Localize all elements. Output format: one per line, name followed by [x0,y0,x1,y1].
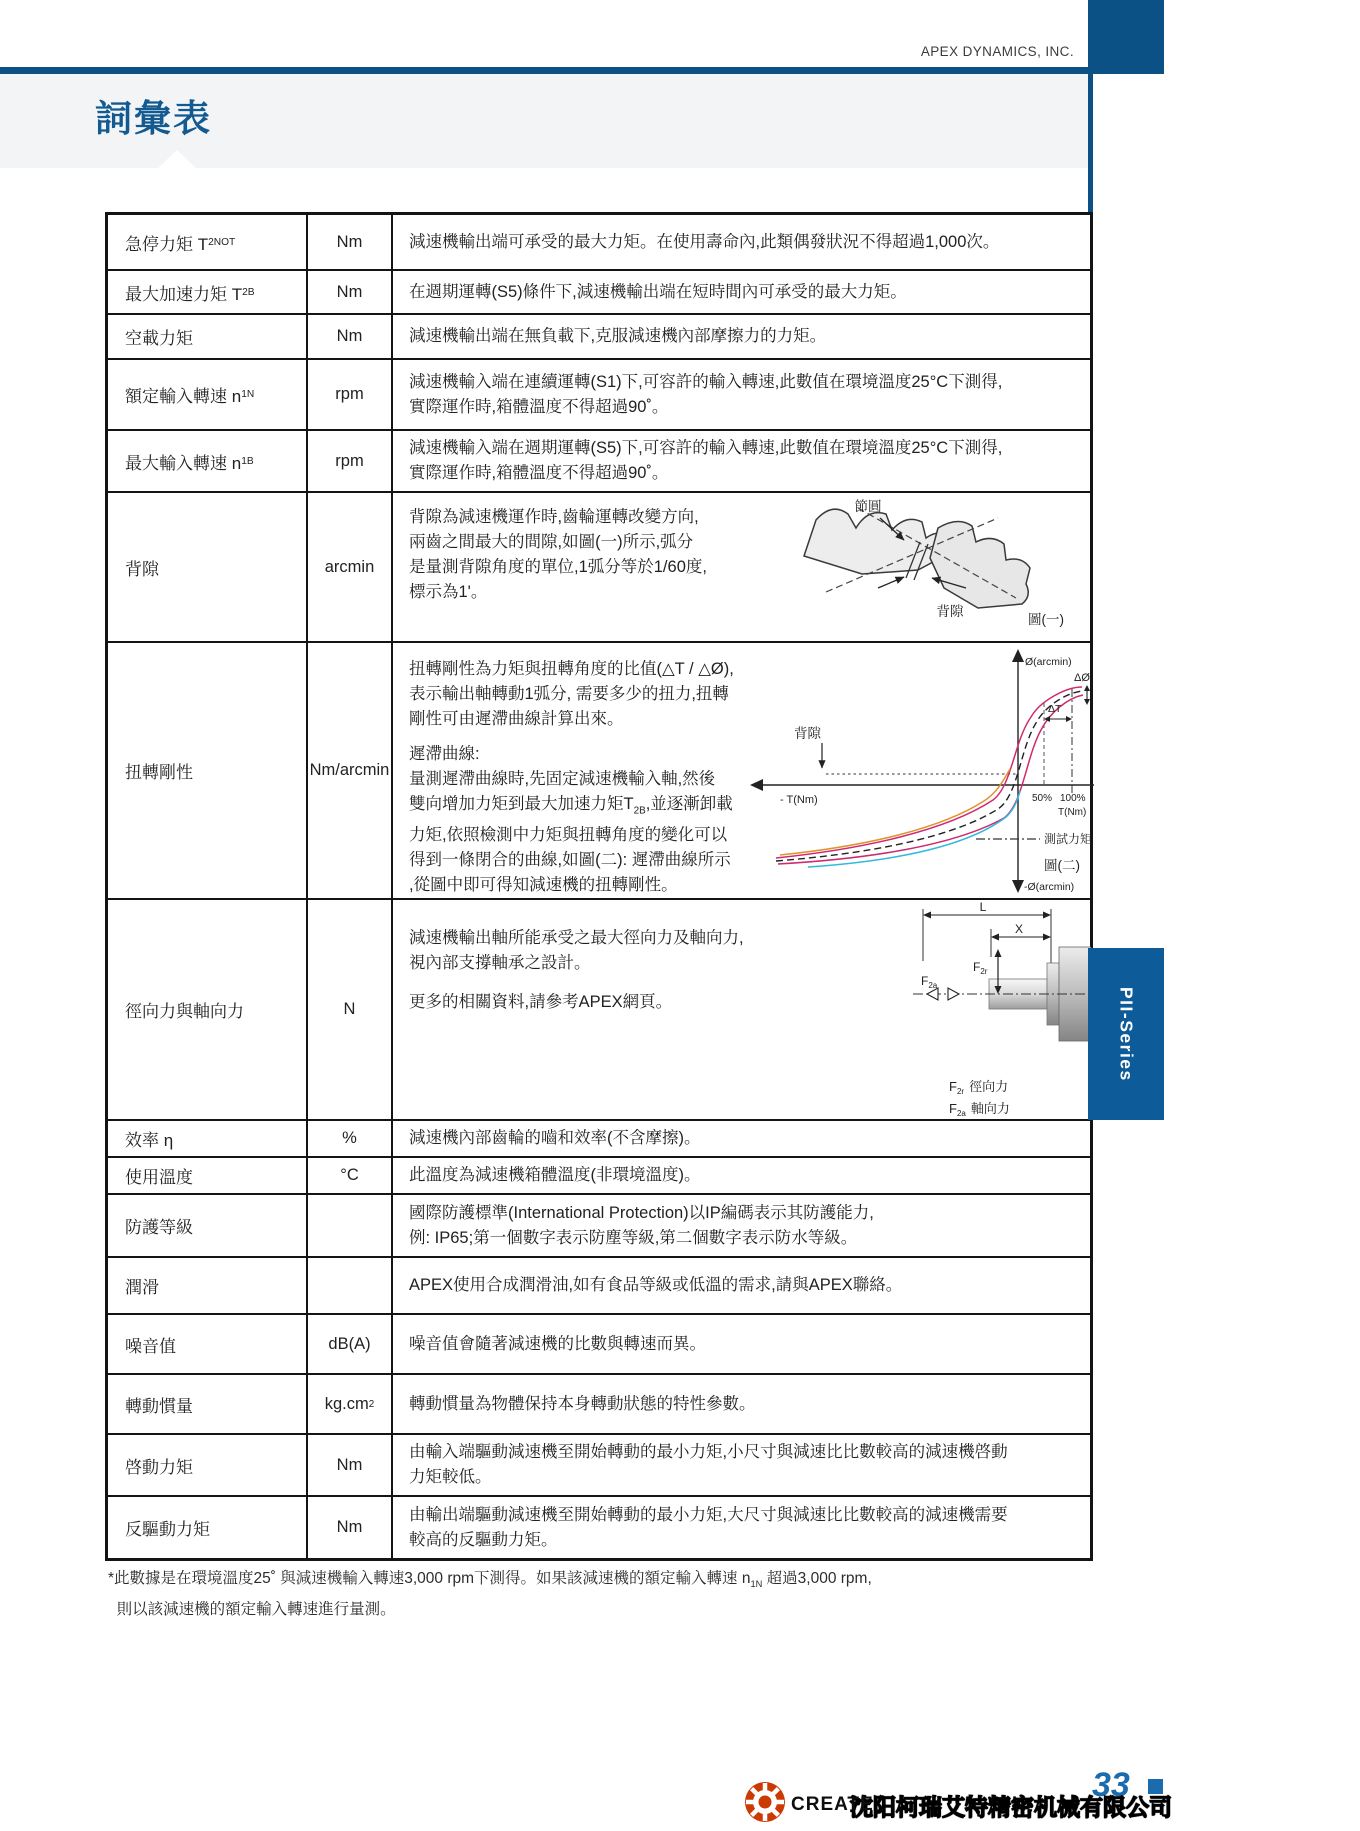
desc-line: 噪音值會隨著減速機的比數與轉速而異。 [409,1334,706,1353]
f2r-label: $F_{2r}$ [973,960,988,976]
f2a-label: $F_{2a}$ [921,974,938,990]
desc-line: 減速機輸出軸所能承受之最大徑向力及軸向力, [409,929,744,947]
term-cell: 效率 η [108,1121,308,1156]
desc-line: 力矩,依照檢測中力矩與扭轉角度的變化可以 [409,826,728,844]
desc-cell [393,315,1090,358]
glossary-row [108,1497,1090,1558]
center-dashed-curve [776,691,1082,861]
shaft-force-figure [893,899,1091,1119]
delta-t-arrowhead-right [1066,716,1072,722]
glossary-row [108,360,1090,431]
header-company-name: APEX DYNAMICS, INC. [920,44,1074,59]
desc-cell [393,1158,1090,1193]
term-cell: 防護等級 [108,1195,308,1256]
y-axis-bottom-arrow [1012,880,1024,893]
gear-backlash-figure [780,494,1090,640]
legend-axial: $F_{2a}$ 軸向力 [949,1101,1010,1118]
desc-cell [393,431,1090,491]
desc-line: 國際防護標準(International Protection)以IP編碼表示其防護能力, [409,1203,874,1222]
desc-line: 量測遲滯曲線時,先固定減速機輸入軸,然後 [409,769,716,788]
unit-cell: dB(A) [308,1315,393,1373]
unit-cell: Nm [308,1435,393,1495]
glossary-row [108,315,1090,360]
dim-x-arrow-left [991,934,999,941]
unit-cell: N [308,900,393,1119]
unit-cell: Nm/arcmin [308,643,393,898]
loading-curve-orange [780,769,1010,855]
dim-l-label: L [979,900,987,914]
f2r-arrowhead-top [995,949,1002,957]
unit-cell: kg.cm 2 [308,1375,393,1433]
pitch-circle-label: 節圓 [854,499,882,514]
delta-phi-label: ΔØ [1074,672,1090,684]
desc-line: 視內部支撐軸承之設計。 [409,954,591,972]
desc-cell [393,1435,1090,1495]
desc-line: 是量測背隙角度的單位,1弧分等於1/60度, [409,558,707,576]
desc-cell [393,215,1090,269]
term-cell: 空載力矩 [108,315,308,358]
term-cell: 背隙 [108,493,308,641]
figure2-caption: 圖(二) [1044,858,1080,873]
backlash-label: 背隙 [936,604,964,619]
unit-cell: Nm [308,271,393,313]
desc-line: ,從圖中即可得知減速機的扭轉剛性。 [409,876,678,894]
logo-hub [759,1796,772,1809]
glossary-row [108,1195,1090,1258]
unit-cell: Nm [308,1497,393,1558]
page-title: 詞彙表 [95,98,212,139]
desc-line: 表示輸出軸轉動1弧分, 需要多少的扭力,扭轉 [409,685,729,703]
term-cell: 徑向力與軸向力 [108,900,308,1119]
desc-line: 剛性可由遲滯曲線計算出來。 [409,710,624,728]
desc-line: 減速機輸出端可承受的最大力矩。在使用壽命內,此類偶發狀況不得超過1,000次。 [409,232,1000,251]
desc-line: 兩齒之間最大的間隙,如圖(一)所示,弧分 [409,533,694,551]
term-cell: 轉動慣量 [108,1375,308,1433]
desc-line: 力矩較低。 [409,1468,492,1486]
desc-cell [393,1121,1090,1156]
footer-company-name: 沈阳柯瑞艾特精密机械有限公司 [850,1794,1172,1820]
unit-cell: Nm [308,215,393,269]
desc-cell [393,1375,1090,1433]
desc-line: 由輸出端驅動減速機至開始轉動的最小力矩,大尺寸與減速比比數較高的減速機需要 [409,1505,1008,1524]
desc-line: 得到一條閉合的曲線,如圖(二): 遲滯曲線所示 [409,851,731,869]
delta-t-label: ΔT [1048,703,1062,715]
x-axis-pos-label: T(Nm) [1058,807,1087,818]
footnote-line-2: 則以該減速機的額定輸入轉速進行量測。 [108,1601,396,1619]
desc-line: 遲滯曲線: [409,744,480,763]
footnote [108,1566,1108,1623]
header-rule [0,67,1088,74]
y-axis-top-arrow [1012,649,1024,662]
dim-x-arrow-right [1043,934,1051,941]
desc-cell [393,271,1090,313]
backlash-arrow-left [878,577,904,588]
desc-line: 轉動慣量為物體保持本身轉動狀態的特性參數。 [409,1394,756,1413]
unit-cell [308,1195,393,1256]
desc-cell [393,1258,1090,1313]
f2a-arrow-right [948,988,959,1000]
glossary-row [108,1435,1090,1497]
term-cell: 使用溫度 [108,1158,308,1193]
loop-lower-curve [778,695,1083,864]
y-axis-neg-label: -Ø(arcmin) [1024,881,1075,893]
hysteresis-figure [746,643,1098,895]
gear-a-shape [804,509,950,574]
desc-line: APEX使用合成潤滑油,如有食品等級或低溫的需求,請與APEX聯絡。 [409,1276,903,1294]
desc-line: 此溫度為減速機箱體溫度(非環境溫度)。 [409,1166,701,1184]
desc-line: 減速機輸出端在無負載下,克服減速機內部摩擦力的力矩。 [409,327,827,345]
page-number: 33 [1092,1766,1130,1804]
desc-line: 在週期運轉(S5)條件下,減速機輸出端在短時間內可承受的最大力矩。 [409,282,907,301]
desc-cell [393,1315,1090,1373]
delta-phi-arrowhead-top [1084,685,1090,691]
test-torque-label: 測試力矩 [1044,832,1093,846]
unit-cell: arcmin [308,493,393,641]
desc-line: 減速機內部齒輪的嚙和效率(不含摩擦)。 [409,1129,701,1147]
desc-line: 實際運作時,箱體溫度不得超過90˚。 [409,397,669,416]
desc-line: 扭轉剛性為力矩與扭轉角度的比值(△T / △Ø), [409,660,734,678]
term-cell: 額定輸入轉速 n 1N [108,360,308,429]
desc-line: 由輸入端驅動減速機至開始轉動的最小力矩,小尺寸與減速比比數較高的減速機啓動 [409,1443,1008,1461]
term-cell: 最大加速力矩 T 2B [108,271,308,313]
term-cell: 潤滑 [108,1258,308,1313]
glossary-row [108,215,1090,271]
glossary-row [108,431,1090,493]
glossary-row [108,1375,1090,1435]
unit-cell: °C [308,1158,393,1193]
unit-cell [308,1258,393,1313]
desc-cell [393,1497,1090,1558]
backlash-label: 背隙 [794,726,821,741]
figure1-caption: 圖(一) [1028,612,1064,627]
desc-line: 例: IP65;第一個數字表示防塵等級,第二個數字表示防水等級。 [409,1228,858,1247]
dim-x-label: X [1014,922,1024,936]
term-cell: 最大輸入轉速 n 1B [108,431,308,491]
term-cell: 噪音值 [108,1315,308,1373]
desc-line: 實際運作時,箱體溫度不得超過90˚。 [409,464,669,482]
corner-accent-block [1088,0,1164,74]
pct100-label: 100% [1060,793,1086,804]
desc-line: 雙向增加力矩到最大加速力矩$T_{2B}$,並逐漸卸載 [409,794,733,816]
desc-cell [393,1195,1090,1256]
title-band-notch [158,150,196,168]
dim-l-arrow-right [1043,912,1051,919]
desc-line: 減速機輸入端在週期運轉(S5)下,可容許的輸入轉速,此數值在環境溫度25°C下測得, [409,439,1003,457]
dim-l-arrow-left [923,912,931,919]
legend-radial: $F_{2r}$ 徑向力 [949,1079,1009,1096]
create-logo-text: CREATE [791,1794,874,1815]
delta-phi-arrowhead-bottom [1084,699,1090,705]
desc-line: 減速機輸入端在連續運轉(S1)下,可容許的輸入轉速,此數值在環境溫度25°C下測得, [409,372,1003,391]
term-cell: 反驅動力矩 [108,1497,308,1558]
unit-cell: Nm [308,315,393,358]
glossary-row [108,1258,1090,1315]
create-logo-icon [742,1779,788,1825]
x-axis-left-arrow [750,779,763,791]
loop-upper-curve [776,687,1082,858]
unit-cell: rpm [308,431,393,491]
footnote-line-1: *此數據是在環境溫度25˚ 與減速機輸入轉速3,000 rpm下測得。如果該減速機的額定輸入轉速 $n_{1N}$ 超過3,000 rpm, [108,1570,872,1590]
series-side-tab: PII-Series [1088,948,1164,1120]
unit-cell: % [308,1121,393,1156]
pct50-label: 50% [1032,793,1053,804]
unit-cell: rpm [308,360,393,429]
desc-line: 標示為1'。 [409,583,488,601]
desc-line: 更多的相關資料,請參考APEX網頁。 [409,993,673,1011]
term-cell: 啓動力矩 [108,1435,308,1495]
glossary-row [108,1158,1090,1195]
term-cell: 扭轉剛性 [108,643,308,898]
desc-line: 背隙為減速機運作時,齒輪運轉改變方向, [409,508,699,526]
glossary-row [108,1121,1090,1158]
glossary-row [108,271,1090,315]
term-cell: 急停力矩 T 2NOT [108,215,308,269]
glossary-row [108,1315,1090,1375]
x-axis-neg-label: - T(Nm) [780,794,818,806]
desc-cell [393,360,1090,429]
y-axis-label: Ø(arcmin) [1025,656,1072,668]
desc-line: 較高的反驅動力矩。 [409,1530,558,1549]
gear-b-shape [930,521,1030,608]
